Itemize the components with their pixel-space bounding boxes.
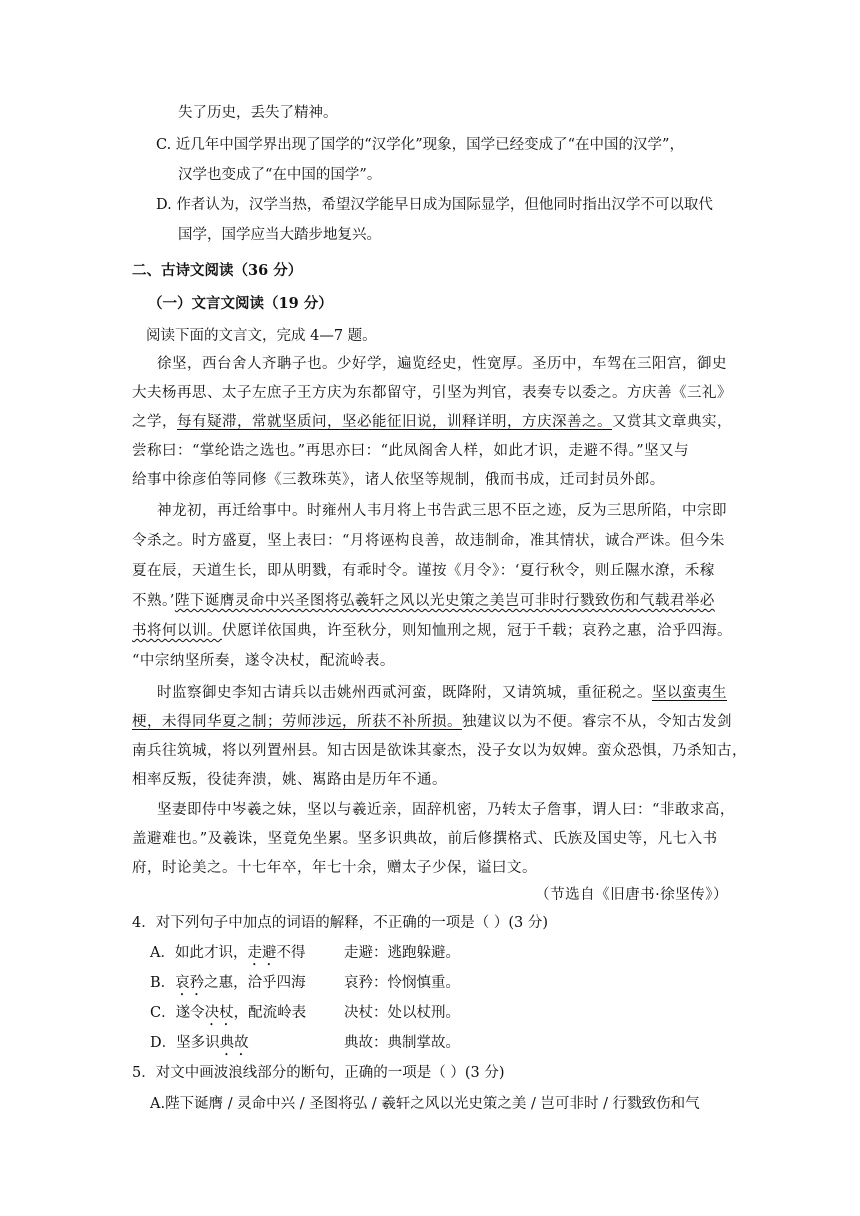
option-text: D．坚多识 — [150, 1035, 220, 1051]
passage-p4-line2: 盖避难也。”及羲诛，坚竟免坐累。坚多识典故，前后修撰格式、氏族及国史等，凡七入书 — [132, 831, 718, 847]
passage-p4-line3: 府，时论美之。十七年卒，年七十余，赠太子少保，谥曰文。 — [132, 860, 537, 876]
option-d-line1: D. 作者认为，汉学当热，希望汉学能早日成为国际显学，但他同时指出汉学不可以取代 — [156, 197, 713, 213]
option-d-line2: 国学，国学应当大踏步地复兴。 — [178, 227, 381, 243]
wavy-underlined-text: 陛下诞膺灵命中兴圣图将弘羲轩之风以光史策之美岂可非时行戮致伤和气载君举必 — [174, 593, 715, 609]
passage-p2-line6: “中宗纳坚所奏，遂令决杖，配流岭表。 — [132, 653, 395, 669]
underlined-sentence: 每有疑滞，常就坚质问，坚必能征旧说，训释详明，方庆深善之。 — [177, 414, 612, 430]
passage-text: 伏愿详依国典，许至秋分，则知恤刑之规，冠于千载；哀矜之惠，洽乎四海。 — [222, 623, 732, 639]
passage-text: 又赏其文章典实， — [612, 414, 732, 430]
option-b-continuation: 失了历史，丢失了精神。 — [178, 105, 338, 121]
q5-option-a: A.陛下诞膺 / 灵命中兴 / 圣图将弘 / 羲轩之风以光史策之美 / 岂可非时 / 行戮致伤和气 — [150, 1096, 700, 1112]
wavy-underlined-text: 书将何以训。 — [132, 623, 222, 639]
passage-p3-line3: 南兵往筑城，将以列置州县。知古因是欲诛其豪杰，没子女以为奴婢。蛮众恐惧，乃杀知古， — [132, 743, 747, 759]
passage-text: 之学， — [132, 414, 177, 430]
passage-p1-line5: 给事中徐彦伯等同修《三教珠英》，诸人依坚等规制，俄而书成，迁司封员外郎。 — [132, 472, 665, 488]
passage-p1-line1: 徐坚，西台舍人齐聃子也。少好学，遍览经史，性宽厚。圣历中，车驾在三阳宫，御史 — [157, 356, 727, 372]
option-text: A．如此才识， — [150, 945, 248, 961]
passage-p3-line4: 相率反叛，役徒奔溃，姚、嶲路由是历年不通。 — [132, 772, 447, 788]
passage-p2-line2: 令杀之。时方盛夏，坚上表曰：“月将诬构良善，故违制命，准其情状，诚合严诛。但今朱 — [132, 533, 725, 549]
passage-p1-line3 — [132, 412, 732, 432]
question-5-stem: 5．对文中画波浪线部分的断句，正确的一项是（ ）(3 分) — [132, 1065, 505, 1081]
q4-option-c — [150, 1003, 306, 1029]
passage-text: 独建议以为不便。睿宗不从，令知古发剑 — [462, 714, 732, 730]
option-text: C．遂令 — [150, 1005, 205, 1021]
option-text: 之惠，洽乎四海 — [204, 975, 306, 991]
q4-option-b — [150, 973, 306, 999]
q4-option-c-gloss: 决杖：处以杖刑。 — [344, 1005, 460, 1021]
passage-p3-line1 — [157, 683, 727, 703]
option-c-line2: 汉学也变成了“在中国的国学”。 — [178, 167, 382, 183]
question-4-stem: 4．对下列句子中加点的词语的解释，不正确的一项是（ ）(3 分) — [132, 915, 548, 931]
passage-p2-line4 — [132, 591, 715, 611]
option-text: 不得 — [276, 945, 306, 961]
q4-option-a-gloss: 走避：逃跑躲避。 — [344, 945, 460, 961]
underlined-sentence: 梗，未得同华夏之制；劳师涉远，所获不补所损。 — [132, 714, 462, 730]
option-text: B． — [150, 975, 176, 991]
dotted-word: 典故 — [219, 1035, 249, 1051]
passage-text: 时监察御史李知古请兵以击姚州西贰河蛮，既降附，又请筑城，重征税之。 — [157, 685, 652, 701]
option-c-line1: C. 近几年中国学界出现了国学的“汉学化”现象，国学已经变成了“在中国的汉学”， — [156, 137, 684, 153]
dotted-word: 走避 — [247, 945, 277, 961]
q4-option-d-gloss: 典故：典制掌故。 — [344, 1035, 460, 1051]
passage-source: （节选自《旧唐书·徐坚传》） — [535, 887, 728, 903]
passage-text: 不熟。’ — [132, 593, 175, 609]
passage-p2-line1: 神龙初，再迁给事中。时雍州人韦月将上书告武三思不臣之迹，反为三思所陷，中宗即 — [157, 503, 727, 519]
subsection-title: （一）文言文阅读（19 分） — [148, 295, 333, 312]
instruction: 阅读下面的文言文，完成 4—7 题。 — [146, 328, 377, 344]
q4-option-a — [150, 943, 305, 969]
underlined-sentence: 坚以蛮夷生 — [652, 685, 727, 701]
dotted-word: 哀矜 — [175, 975, 205, 991]
passage-p4-line1: 坚妻即侍中岑羲之妹，坚以与羲近亲，固辞机密，乃转太子詹事，谓人曰：“非敢求高， — [157, 802, 735, 818]
dotted-word: 决杖 — [204, 1005, 234, 1021]
passage-p1-line4: 尝称曰：“掌纶诰之选也。”再思亦曰：“此凤阁舍人样，如此才识，走避不得。”坚又与 — [132, 443, 690, 459]
passage-p2-line3: 夏在辰，天道生长，即从明戮，有乖时令。谨按《月令》：‘夏行秋令，则丘隰水潦，禾稼 — [132, 563, 715, 579]
passage-p3-line2 — [132, 712, 732, 732]
section-title: 二、古诗文阅读（36 分） — [132, 262, 303, 279]
q4-option-b-gloss: 哀矜：怜悯慎重。 — [344, 975, 460, 991]
option-text: ，配流岭表 — [233, 1005, 307, 1021]
passage-p1-line2: 大夫杨再思、太子左庶子王方庆为东都留守，引坚为判官，表奏专以委之。方庆善《三礼》 — [132, 385, 732, 401]
q4-option-d — [150, 1033, 249, 1059]
passage-p2-line5 — [132, 621, 732, 641]
